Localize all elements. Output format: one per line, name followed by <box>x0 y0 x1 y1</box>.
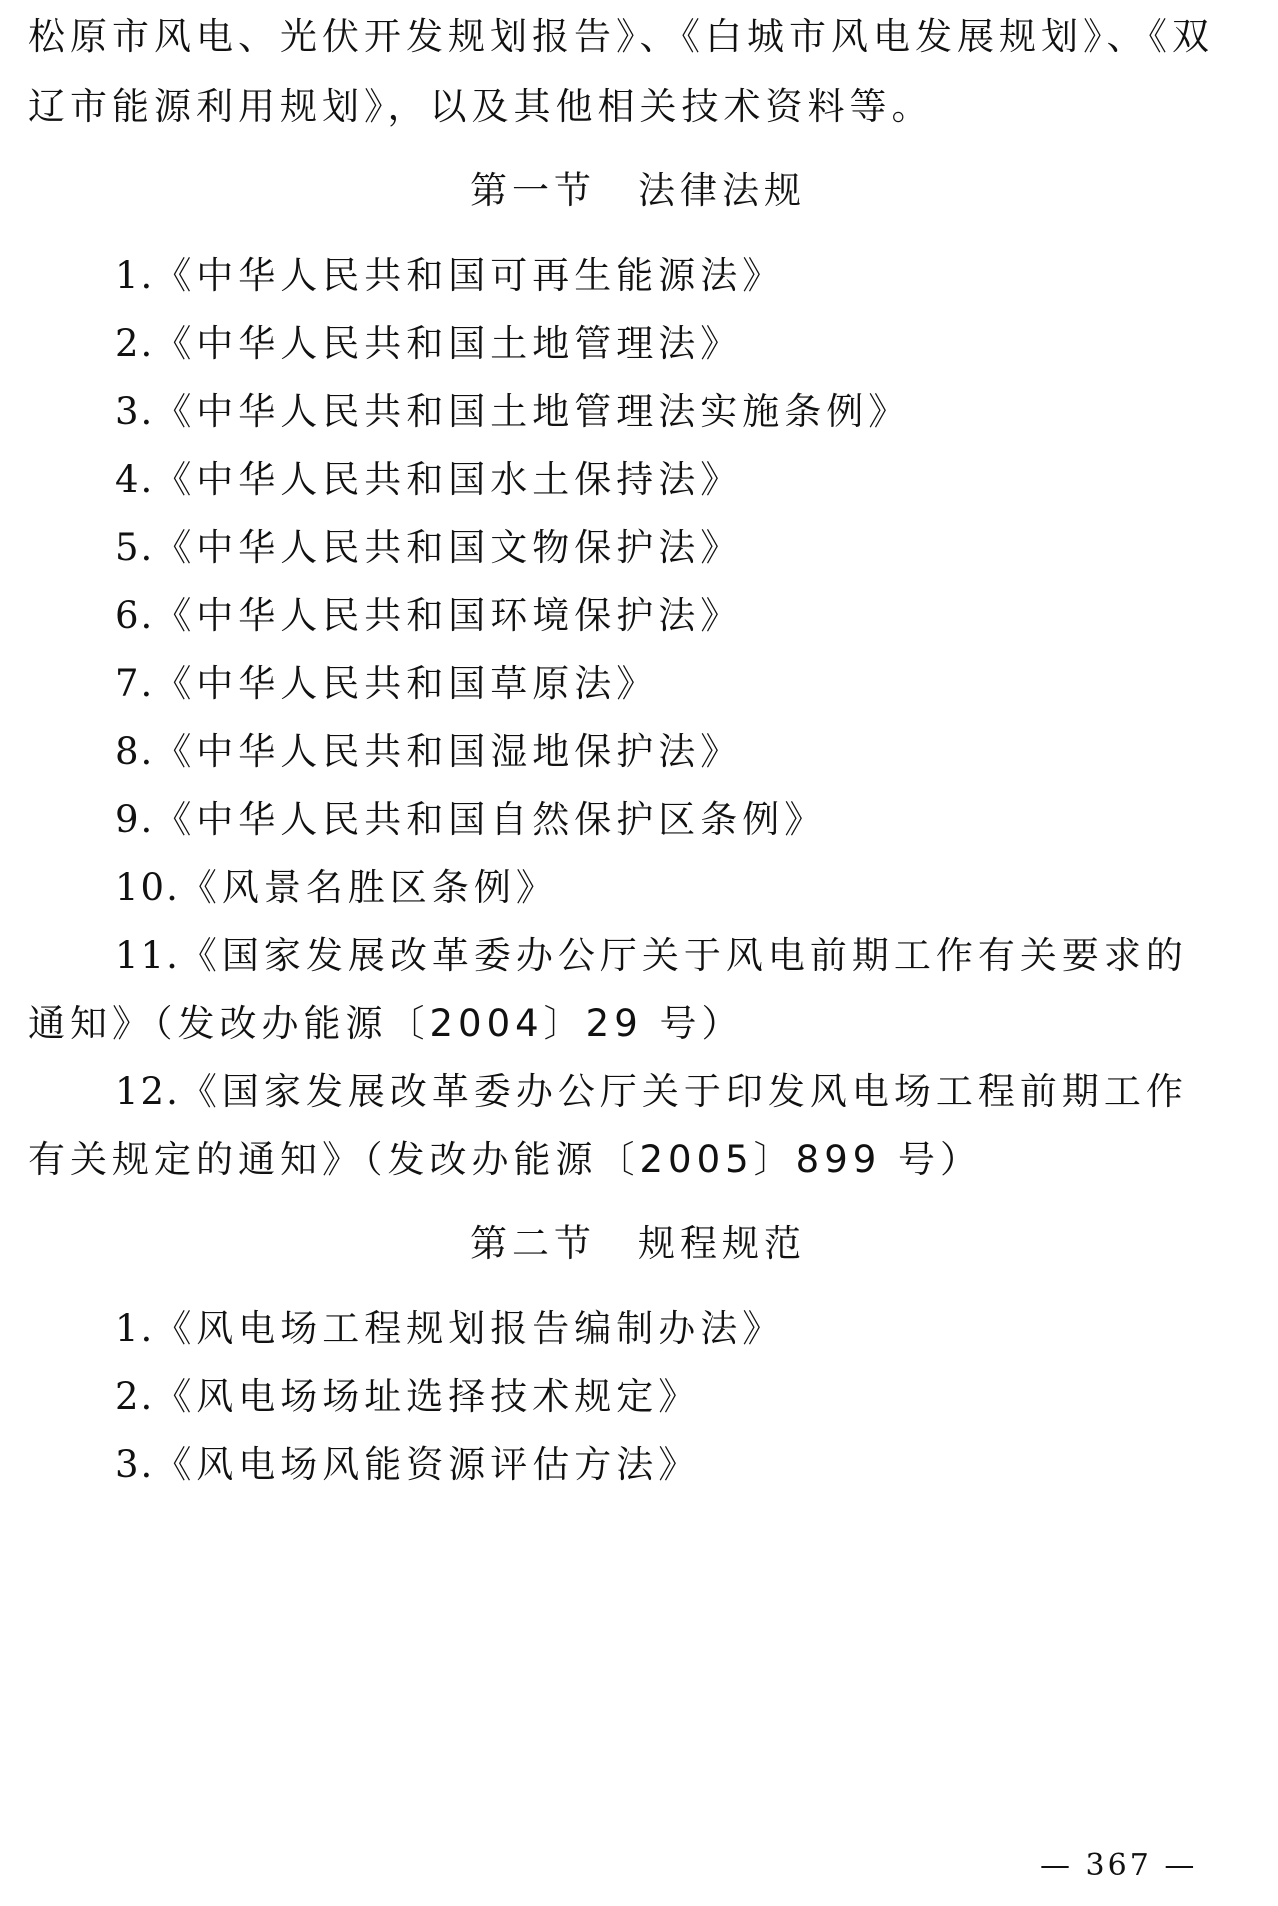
list-item <box>115 1306 784 1352</box>
section-heading-standards: 第二节 规程规范 <box>470 1222 806 1265</box>
list-item <box>115 933 1188 979</box>
list-item <box>115 525 742 571</box>
list-item <box>115 661 658 707</box>
list-item <box>115 321 742 367</box>
list-item <box>115 797 826 843</box>
list-item-number: 9. <box>115 798 155 841</box>
list-item-text: 《中华人民共和国水土保持法》 <box>154 458 743 501</box>
list-item-number: 1. <box>115 1307 155 1350</box>
list-item-number: 10. <box>115 866 180 909</box>
list-item-text: 《中华人民共和国环境保护法》 <box>154 594 743 637</box>
list-item <box>115 729 742 775</box>
list-item-number: 1. <box>115 254 155 297</box>
list-item-text: 《国家发展改革委办公厅关于印发风电场工程前期工作 <box>179 1070 1188 1113</box>
list-item <box>115 457 742 503</box>
list-item <box>115 389 910 435</box>
list-item <box>115 1442 700 1488</box>
list-item-text: 《风电场工程规划报告编制办法》 <box>154 1307 785 1350</box>
list-item-number: 3. <box>115 1443 155 1486</box>
list-item-text: 《中华人民共和国文物保护法》 <box>154 526 743 569</box>
list-item-text: 《国家发展改革委办公厅关于风电前期工作有关要求的 <box>179 934 1188 977</box>
list-item-number: 7. <box>115 662 155 705</box>
list-item-continuation: 通知》（发改办能源〔2004〕29 号） <box>28 1002 744 1045</box>
list-item-text: 《中华人民共和国自然保护区条例》 <box>154 798 827 841</box>
list-item <box>115 865 558 911</box>
list-item-continuation: 有关规定的通知》（发改办能源〔2005〕899 号） <box>28 1138 983 1181</box>
list-item-text: 《中华人民共和国土地管理法》 <box>154 322 743 365</box>
list-item-text: 《风电场场址选择技术规定》 <box>154 1375 701 1418</box>
list-item-text: 《风景名胜区条例》 <box>179 866 558 909</box>
list-item-text: 《中华人民共和国可再生能源法》 <box>154 254 785 297</box>
list-item-number: 3. <box>115 390 155 433</box>
list-item-number: 8. <box>115 730 155 773</box>
list-item-text: 《中华人民共和国湿地保护法》 <box>154 730 743 773</box>
section-heading-laws: 第一节 法律法规 <box>470 169 806 212</box>
list-item <box>115 1069 1188 1115</box>
list-item-number: 2. <box>115 1375 155 1418</box>
continuation-line-2: 辽市能源利用规划》，以及其他相关技术资料等。 <box>28 85 934 128</box>
page-number: — 367 — <box>1040 1848 1198 1883</box>
list-item-number: 11. <box>115 934 180 977</box>
list-item-number: 2. <box>115 322 155 365</box>
list-item-text: 《中华人民共和国土地管理法实施条例》 <box>154 390 911 433</box>
continuation-line-1: 松原市风电、光伏开发规划报告》、《白城市风电发展规划》、《双 <box>28 15 1214 58</box>
list-item-number: 5. <box>115 526 155 569</box>
list-item <box>115 593 742 639</box>
list-item <box>115 1374 700 1420</box>
list-item-text: 《中华人民共和国草原法》 <box>154 662 659 705</box>
list-item-text: 《风电场风能资源评估方法》 <box>154 1443 701 1486</box>
list-item-number: 12. <box>115 1070 180 1113</box>
list-item-number: 4. <box>115 458 155 501</box>
list-item <box>115 253 784 299</box>
list-item-number: 6. <box>115 594 155 637</box>
